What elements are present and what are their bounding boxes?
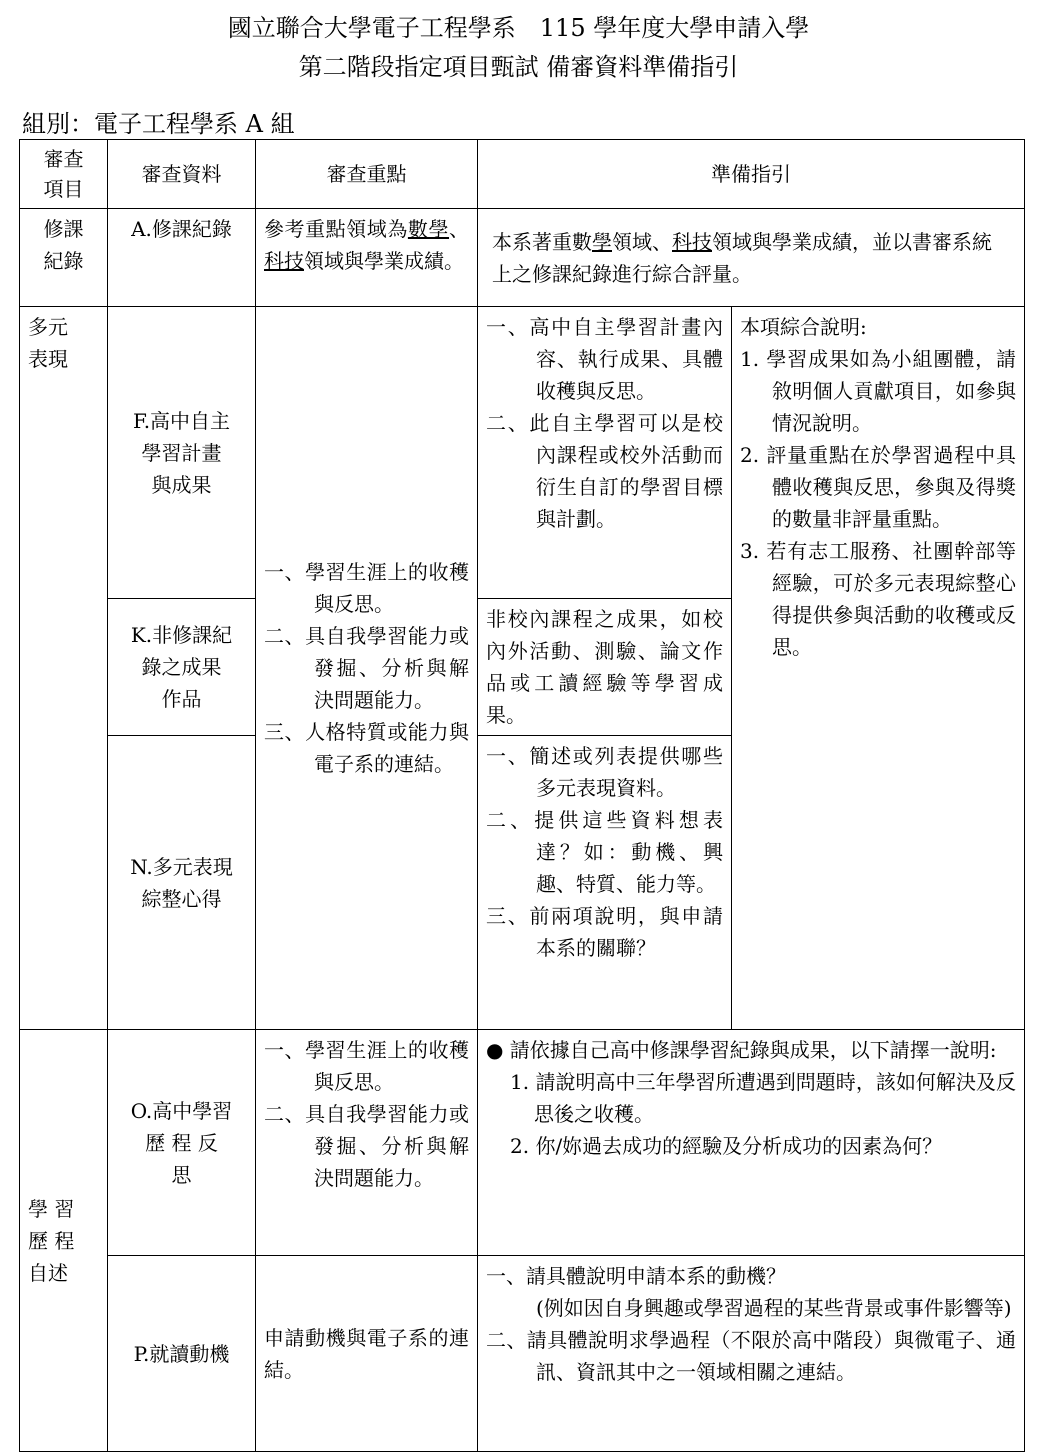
header-focus: 審查重點 — [256, 140, 478, 209]
row3-item: 學 習 歷 程 自述 — [20, 1030, 108, 1452]
doc-title-line1: 國立聯合大學電子工程學系 115 學年度大學申請入學 — [227, 14, 810, 42]
row3-guide-o-2: 2. 你/妳過去成功的經驗及分析成功的因素為何？ — [510, 1134, 943, 1158]
row1-focus-math: 數學 — [407, 217, 450, 241]
row2-guide-k: 非校內課程之成果，如校內外活動、測驗、論文作品或工讀經驗等學習成果。 — [478, 599, 732, 736]
row2-focus-3: 三、人格特質或能力與電子系的連結。 — [264, 720, 469, 776]
row2-focus — [256, 307, 478, 1030]
row2-material-f: F.高中自主 學習計畫 與成果 — [108, 307, 256, 599]
row3-focus-o-1: 一、學習生涯上的收穫與反思。 — [264, 1038, 469, 1094]
row3-guide-p — [478, 1256, 1025, 1452]
row3-focus-p: 申請動機與電子系的連結。 — [256, 1256, 478, 1452]
row2-summary-2: 2. 評量重點在於學習過程中具體收穫與反思，參與及得獎的數量非評量重點。 — [740, 443, 1016, 531]
row1-guide-a: 本系著重數 — [492, 229, 592, 254]
row2-focus-2: 二、具自我學習能力或發掘、分析與解決問題能力。 — [264, 624, 469, 712]
row3-material-p: P.就讀動機 — [108, 1256, 256, 1452]
row2-guide-n-2: 二、提供這些資料想表達？如：動機、興趣、特質、能力等。 — [486, 808, 723, 896]
row1-focus-tech: 科技 — [264, 249, 304, 273]
row1-guide — [478, 209, 1025, 307]
row2-item: 多元 表現 — [20, 307, 108, 1030]
header-guide: 準備指引 — [478, 140, 1025, 209]
row2-guide-n-3: 三、前兩項說明，與申請本系的關聯？ — [486, 904, 723, 960]
header-item: 審查 項目 — [20, 140, 108, 209]
row2-guide-n-1: 一、簡述或列表提供哪些多元表現資料。 — [486, 744, 723, 800]
row1-item: 修課 紀錄 — [20, 209, 108, 307]
row3-guide-p-2: 二、請具體說明求學過程（不限於高中階段）與微電子、通訊、資訊其中之一領域相關之連結。 — [486, 1328, 1016, 1384]
row2-material-n: N.多元表現 綜整心得 — [108, 736, 256, 1030]
header-material: 審查資料 — [108, 140, 256, 209]
row2-guide-f-1: 一、高中自主學習計畫內容、執行成果、具體收穫與反思。 — [486, 315, 723, 403]
row2-summary-title: 本項綜合說明: — [740, 315, 867, 339]
row3-focus-o — [256, 1030, 478, 1256]
row1-guide-d: 科技 — [672, 229, 712, 254]
row1-guide-c: 領域、 — [612, 229, 672, 254]
row1-focus-a: 參考重點領域為 — [264, 217, 408, 241]
row2-guide-f-2: 二、此自主學習可以是校內課程或校外活動而衍生自訂的學習目標與計劃。 — [486, 411, 723, 531]
row3-guide-o-1: 1. 請說明高中三年學習所遭遇到問題時，該如何解決及反思後之收穫。 — [510, 1070, 1016, 1126]
row3-focus-o-2: 二、具自我學習能力或發掘、分析與解決問題能力。 — [264, 1102, 469, 1190]
row1-material: A.修課紀錄 — [108, 209, 256, 307]
row2-summary — [732, 307, 1025, 1030]
row3-guide-p-1: 一、請具體說明申請本系的動機？ — [486, 1264, 786, 1288]
row1-focus — [256, 209, 478, 307]
doc-title-line2: 第二階段指定項目甄試 備審資料準備指引 — [298, 53, 739, 81]
row1-focus-c: 、 — [449, 217, 470, 241]
row2-summary-1: 1. 學習成果如為小組團體，請敘明個人貢獻項目，如參與情況說明。 — [740, 347, 1016, 435]
group-label: 組別：電子工程學系 A 組 — [22, 110, 295, 138]
row2-focus-1: 一、學習生涯上的收穫與反思。 — [264, 560, 469, 616]
row3-guide-p-note: (例如因自身興趣或學習過程的某些背景或事件影響等) — [536, 1296, 1012, 1320]
row3-guide-o-intro: ● 請依據自己高中修課學習紀錄與成果，以下請擇一說明: — [486, 1038, 997, 1062]
row1-guide-e: 領域與學業成績，並以書審系統上之修課紀錄進行綜合評量。 — [492, 229, 992, 286]
row1-guide-b: 學 — [592, 229, 612, 254]
row2-guide-n — [478, 736, 732, 1030]
row3-guide-o — [478, 1030, 1025, 1256]
row2-guide-f — [478, 307, 732, 599]
row3-material-o: O.高中學習 歷 程 反 思 — [108, 1030, 256, 1256]
row2-material-k: K.非修課紀 錄之成果 作品 — [108, 599, 256, 736]
row2-summary-3: 3. 若有志工服務、社團幹部等經驗，可於多元表現綜整心得提供參與活動的收穫或反思。 — [740, 539, 1016, 659]
guide-table — [19, 139, 1025, 1452]
row1-focus-e: 領域與學業成績。 — [304, 249, 464, 273]
